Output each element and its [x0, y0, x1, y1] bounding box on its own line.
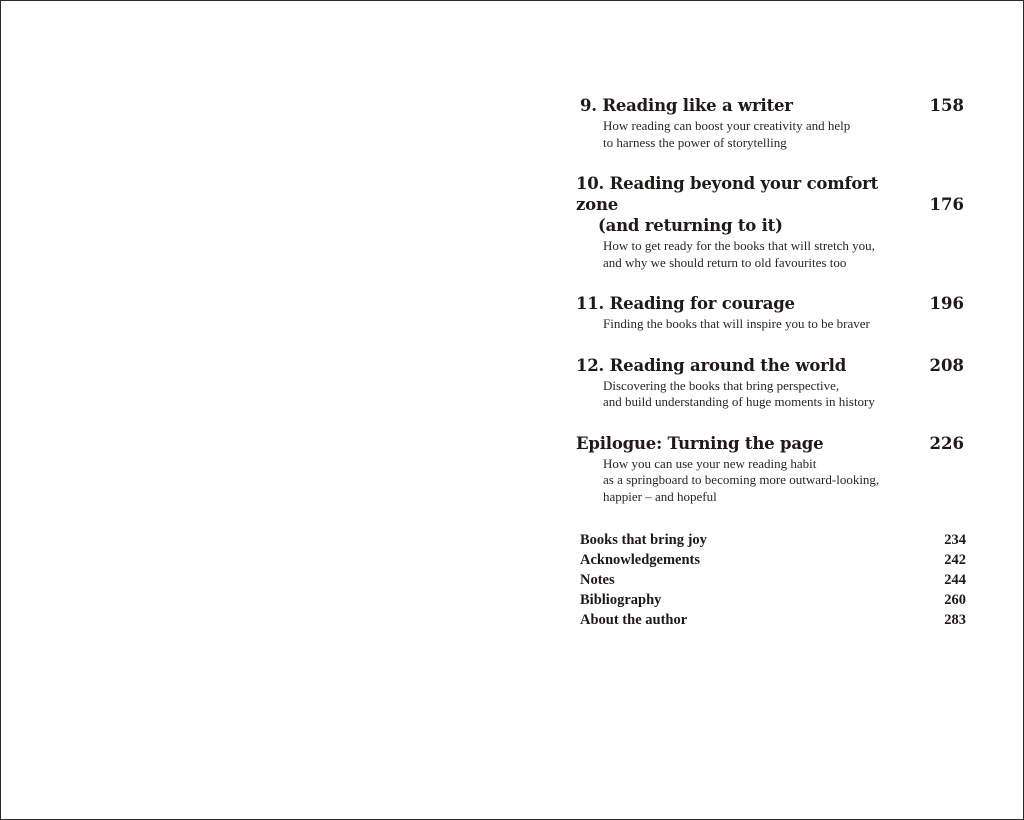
chapter-title — [576, 355, 968, 376]
chapter-number: 12. — [576, 355, 605, 375]
backmatter-title: About the author — [580, 612, 688, 628]
chapter-description — [576, 238, 968, 271]
toc-chapter-9[interactable] — [576, 95, 968, 151]
backmatter-item[interactable] — [580, 550, 966, 570]
chapter-description — [580, 118, 968, 151]
chapter-number: 10. — [576, 174, 605, 193]
description-line: as a springboard to becoming more outward-looking, — [603, 472, 880, 487]
backmatter-item[interactable] — [580, 610, 966, 630]
chapter-number: 9. — [580, 96, 597, 115]
description-line: happier – and hopeful — [603, 488, 717, 504]
chapter-title — [576, 293, 968, 314]
chapter-title-text: Reading like a writer — [602, 96, 793, 115]
chapter-title-text: Reading beyond your comfort zone — [576, 174, 879, 214]
backmatter-title: Notes — [580, 572, 615, 588]
chapter-page-number: 208 — [929, 355, 964, 375]
chapter-title-text: Epilogue: Turning the page — [576, 433, 824, 453]
description-line: Discovering the books that bring perspective, — [603, 377, 840, 393]
chapter-page-number: 196 — [929, 294, 964, 313]
table-of-contents — [576, 95, 968, 527]
chapter-title-text: Reading around the world — [609, 355, 847, 375]
chapter-page-number: 226 — [929, 433, 964, 453]
chapter-number: 11. — [576, 294, 605, 313]
chapter-page-number: 158 — [929, 96, 964, 115]
description-line: How to get ready for the books that will stretch you, — [603, 238, 875, 253]
chapter-description — [576, 316, 968, 333]
backmatter-page: 260 — [944, 592, 966, 608]
chapter-title — [576, 173, 968, 236]
toc-chapter-10[interactable] — [576, 173, 968, 271]
description-line: to harness the power of storytelling — [603, 134, 787, 150]
toc-chapter-11[interactable] — [576, 293, 968, 333]
backmatter-page: 244 — [944, 572, 966, 588]
description-line: How reading can boost your creativity and help — [603, 118, 851, 133]
toc-chapter-12[interactable] — [576, 355, 968, 411]
backmatter-item[interactable] — [580, 570, 966, 590]
backmatter-item[interactable] — [580, 590, 966, 610]
backmatter-title: Acknowledgements — [580, 552, 701, 568]
description-line: How you can use your new reading habit — [603, 455, 817, 471]
backmatter-item[interactable] — [580, 530, 966, 550]
chapter-title-text: Reading for courage — [609, 294, 795, 313]
backmatter-title: Bibliography — [580, 592, 662, 608]
description-line: Finding the books that will inspire you to be braver — [603, 316, 870, 331]
description-line: and build understanding of huge moments in history — [603, 394, 875, 409]
description-line: and why we should return to old favourites too — [603, 254, 847, 270]
backmatter-page: 234 — [944, 532, 966, 548]
chapter-description — [576, 378, 968, 411]
chapter-title — [580, 95, 968, 116]
chapter-description — [576, 456, 968, 506]
chapter-title — [576, 433, 968, 454]
backmatter-list — [580, 530, 966, 630]
chapter-page-number: 176 — [929, 195, 964, 214]
chapter-title-text-line2: (and returning to it) — [598, 216, 783, 235]
backmatter-title: Books that bring joy — [580, 532, 707, 548]
toc-epilogue[interactable] — [576, 433, 968, 506]
backmatter-page: 283 — [944, 612, 966, 628]
backmatter-page: 242 — [944, 552, 966, 568]
